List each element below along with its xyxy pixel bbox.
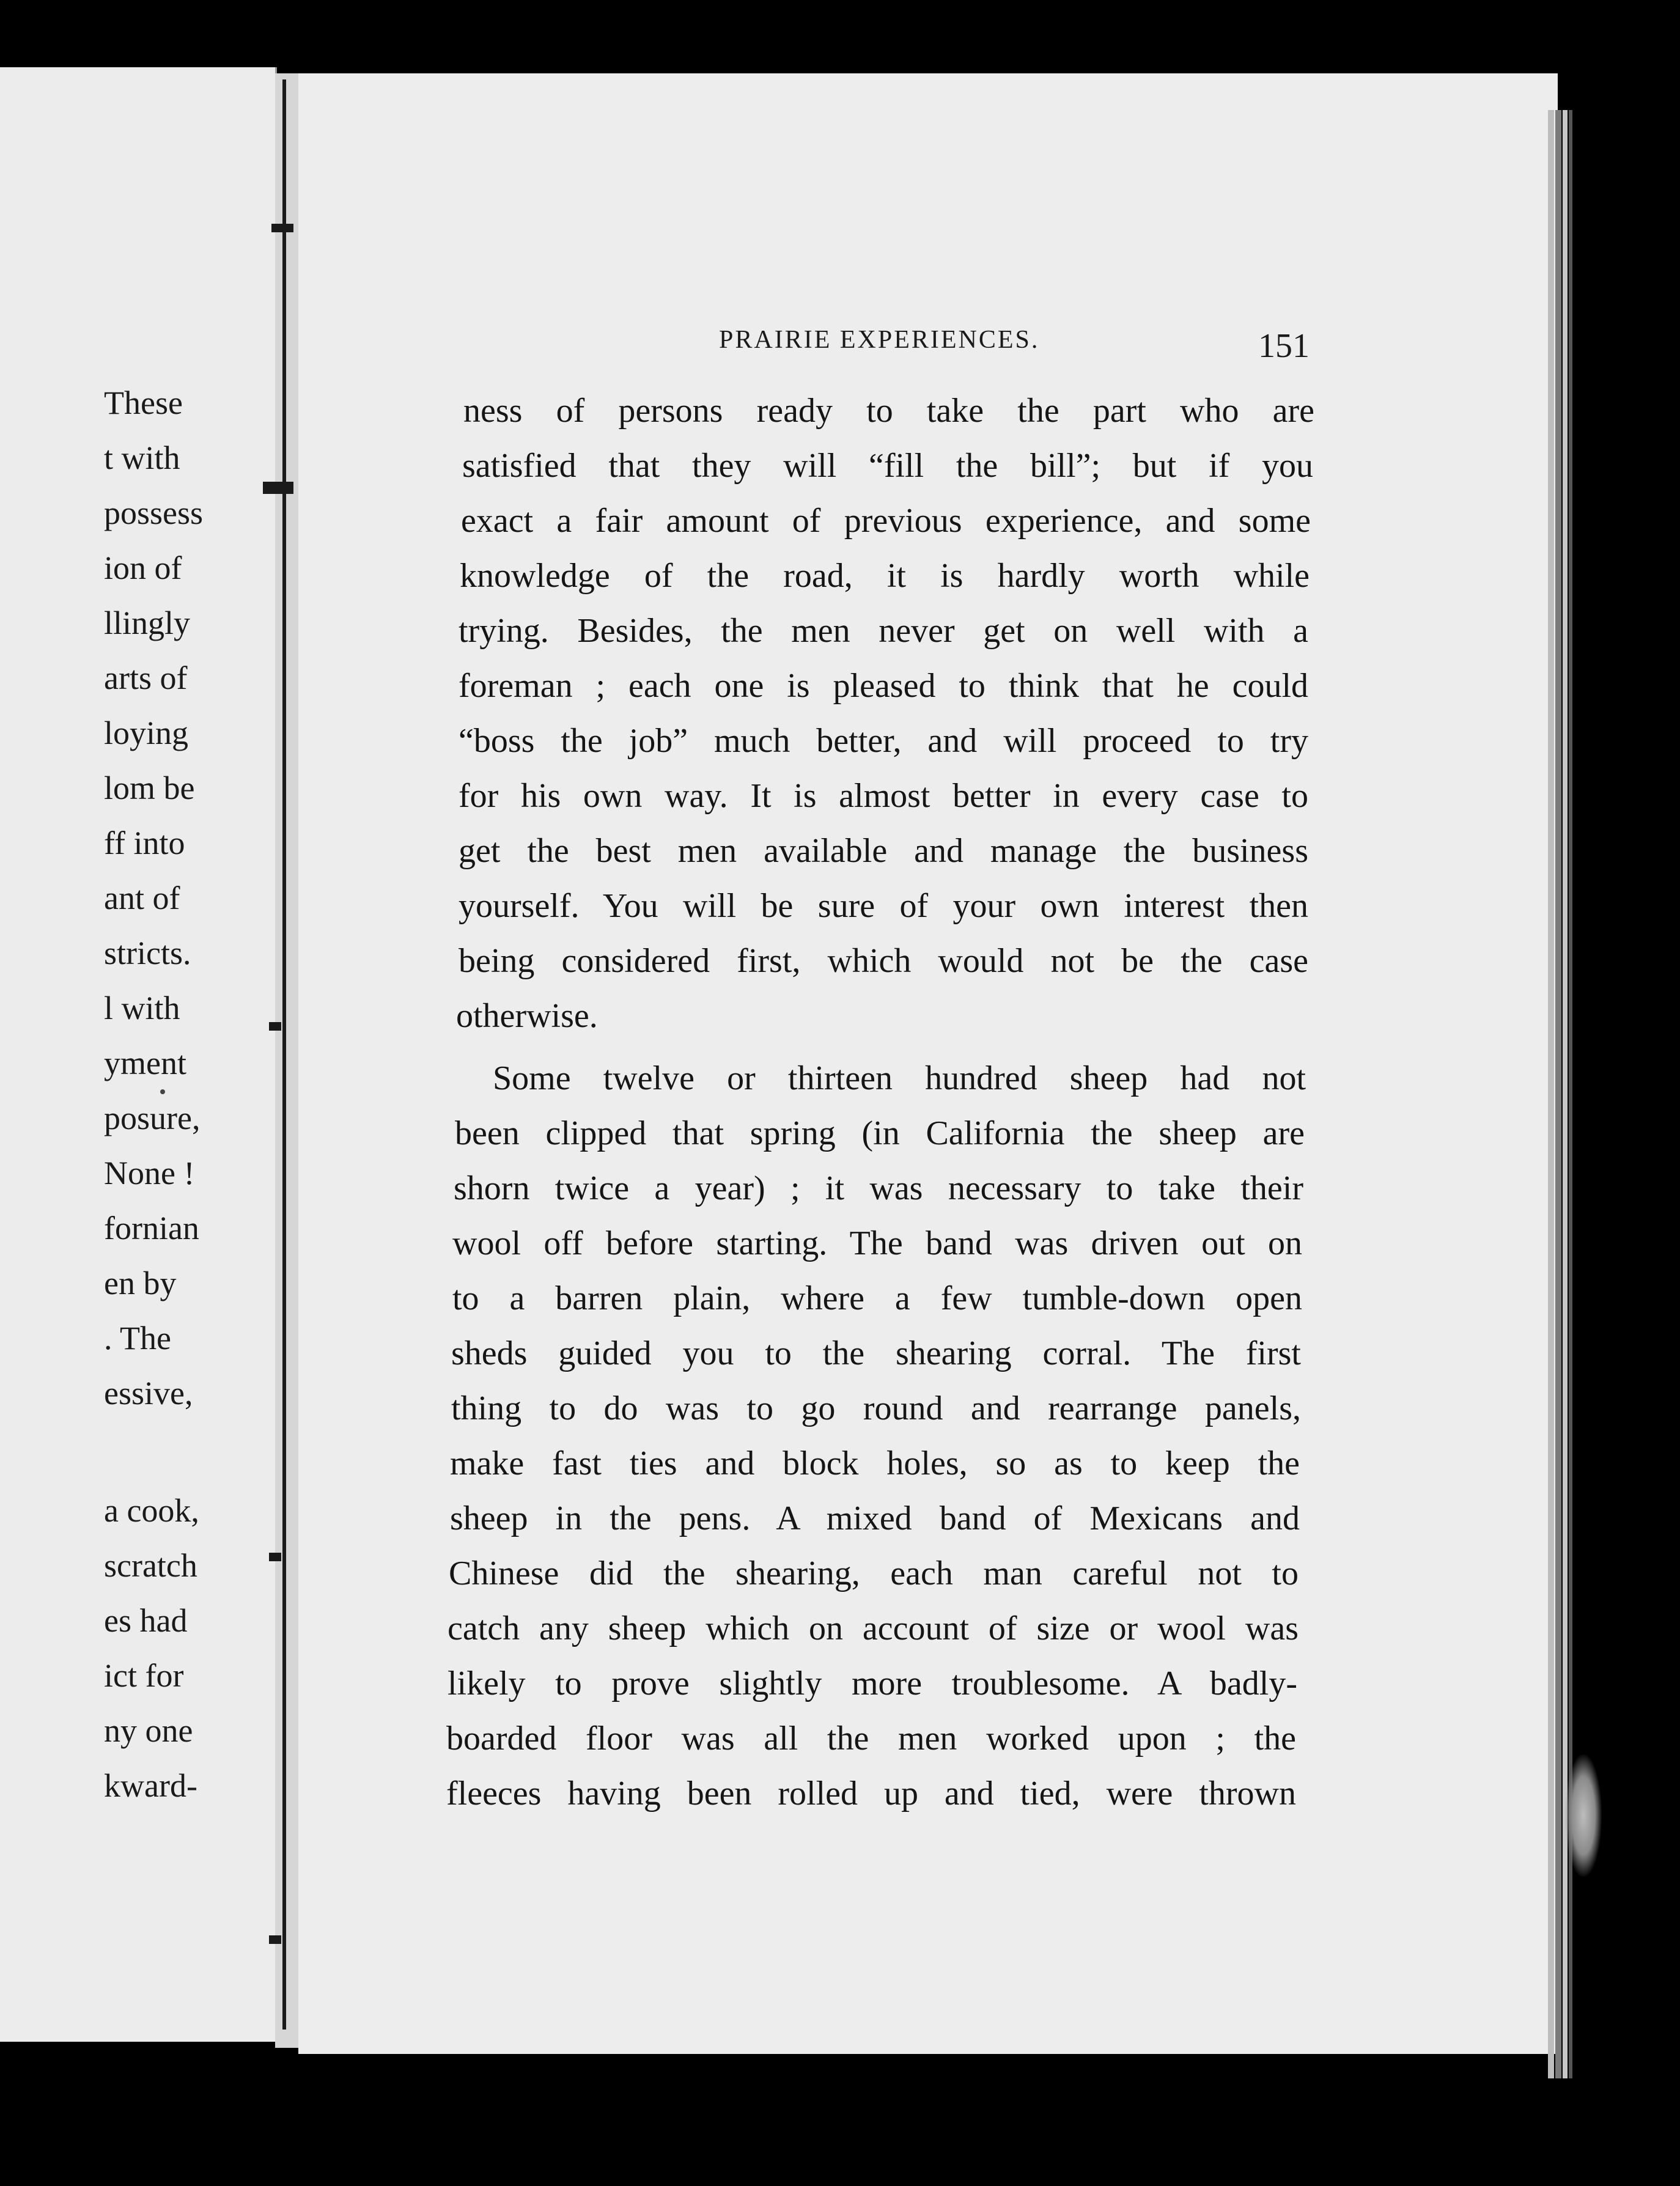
text-line: get the best men available and manage the business [459,832,1308,870]
left-line: None ! [104,1155,195,1191]
text-line: wool off before starting. The band was driven out on [452,1224,1302,1262]
text-line: foreman ; each one is pleased to think that he could [459,667,1308,705]
left-line: es had [104,1602,188,1639]
left-line: . The [104,1320,171,1356]
text-line: for his own way. It is almost better in every case to [459,777,1308,815]
left-line: essive, [104,1375,193,1411]
text-line: otherwise. [456,997,598,1035]
text-line: thing to do was to go round and rearrange panels, [451,1389,1301,1427]
left-line: t with [104,440,180,476]
text-line: make fast ties and block holes, so as to keep the [450,1444,1300,1482]
left-line: a cook, [104,1492,199,1529]
left-line: arts of [104,660,188,696]
left-line: posure, [104,1100,201,1136]
left-line: l with [104,990,180,1026]
left-line: lom be [104,770,195,806]
left-line: ict for [104,1657,184,1694]
page-number: 151 [1258,327,1310,365]
text-line: trying. Besides, the men never get on well with a [459,612,1308,650]
text-line: been clipped that spring (in California the sheep are [455,1114,1305,1152]
running-head: PRAIRIE EXPERIENCES. [719,326,1040,354]
text-line: knowledge of the road, it is hardly worth while [460,557,1310,595]
text-line: exact a fair amount of previous experience, and some [461,502,1311,540]
left-line: These [104,385,183,421]
left-line: possess [104,495,204,531]
left-line: ny one [104,1712,193,1749]
left-line: ion of [104,550,182,586]
left-line: en by [104,1265,177,1301]
text-line: boarded floor was all the men worked upon ; the [446,1720,1296,1757]
text-line: fleeces having been rolled up and tied, were thrown [446,1775,1296,1812]
left-line: kward- [104,1767,197,1804]
text-line: catch any sheep which on account of size or wool was [448,1610,1299,1647]
text-line: likely to prove slightly more troublesome. A badly- [448,1665,1297,1702]
text-line: being considered first, which would not be the case [459,942,1308,980]
text-line: yourself. You will be sure of your own interest then [459,887,1308,925]
text-line: ness of persons ready to take the part who are [463,392,1314,430]
left-line: loying [104,715,189,751]
left-line: stricts. [104,935,191,971]
text-line: shorn twice a year) ; it was necessary to take their [454,1169,1303,1207]
text-line: Chinese did the shearing, each man careful not to [449,1555,1299,1592]
text-line: sheds guided you to the shearing corral. The first [451,1334,1301,1372]
left-line: fornian [104,1210,199,1246]
left-line: ant of [104,880,180,916]
text-line: satisfied that they will “fill the bill”; but if you [462,447,1313,485]
text-line: to a barren plain, where a few tumble-down open [452,1279,1302,1317]
text-line: sheep in the pens. A mixed band of Mexicans and [450,1500,1300,1537]
text-line: Some twelve or thirteen hundred sheep had not [493,1059,1306,1097]
text-line: “boss the job” much better, and will proceed to try [459,722,1308,760]
left-line: llingly [104,605,191,641]
left-line: yment [104,1045,186,1081]
left-line: scratch [104,1547,197,1584]
left-line: ff into [104,825,185,861]
